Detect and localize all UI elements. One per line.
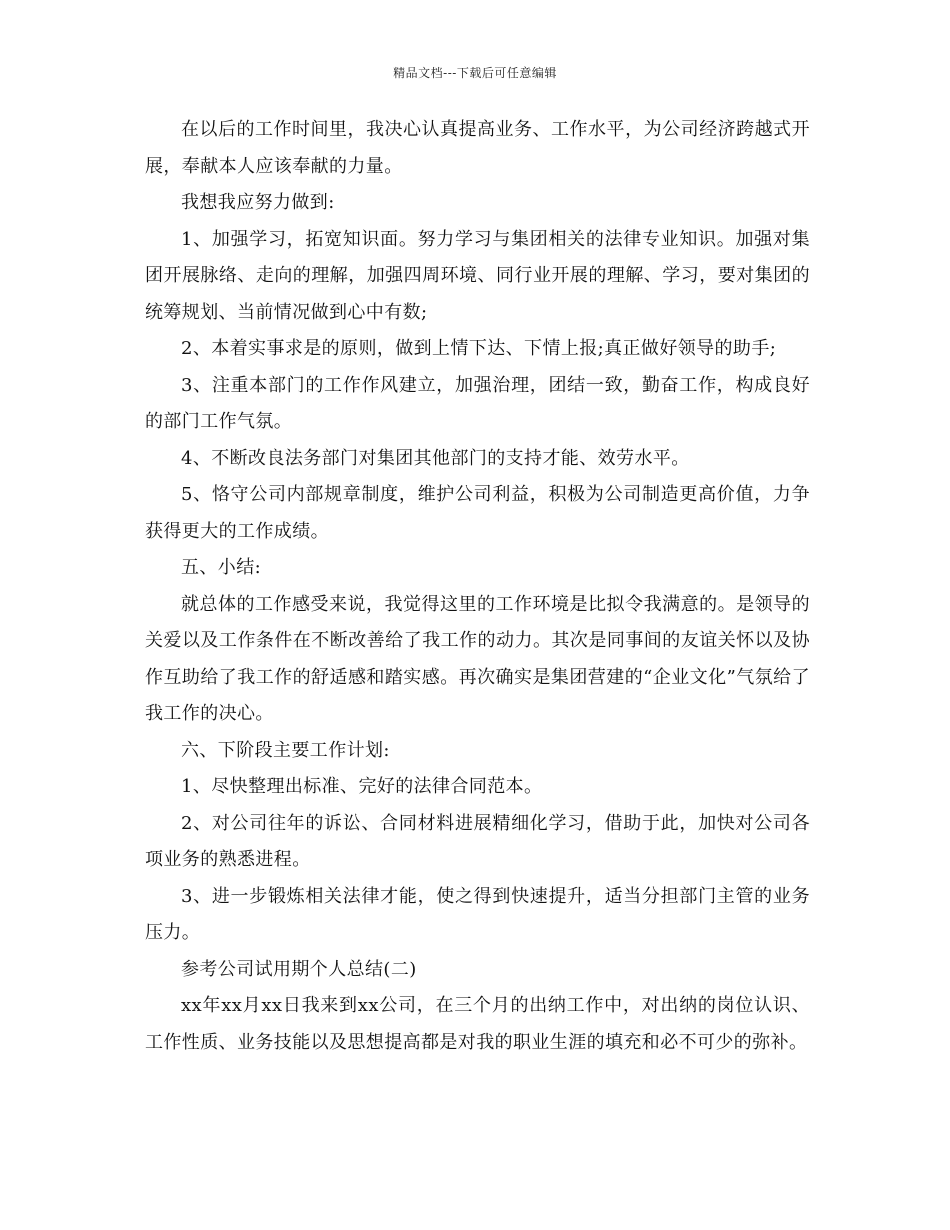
paragraph: xx年xx月xx日我来到xx公司，在三个月的出纳工作中，对出纳的岗位认识、工作性质、业务技能以及思想提高都是对我的职业生涯的填充和必不可少的弥补。 [145, 995, 810, 1053]
paragraph: 我想我应努力做到: [181, 192, 335, 213]
paragraph: 1、加强学习，拓宽知识面。努力学习与集团相关的法律专业知识。加强对集团开展脉络、走向的理解，加强四周环境、同行业开展的理解、学习，要对集团的统筹规划、当前情况做到心中有数; [145, 228, 810, 323]
paragraph: 3、注重本部门的工作作风建立，加强治理，团结一致，勤奋工作，构成良好的部门工作气氛。 [145, 374, 810, 432]
paragraph: 2、对公司往年的诉讼、合同材料进展精细化学习，借助于此，加快对公司各项业务的熟悉进程。 [145, 812, 810, 870]
paragraph: 在以后的工作时间里，我决心认真提高业务、工作水平，为公司经济跨越式开展，奉献本人应该奉献的力量。 [145, 119, 810, 177]
paragraph: 就总体的工作感受来说，我觉得这里的工作环境是比拟令我满意的。是领导的关爱以及工作条件在不断改善给了我工作的动力。其次是同事间的友谊关怀以及协作互助给了我工作的舒适感和踏实感。再次确实是集团营建的“企业文化”气氛给了我工作的决心。 [145, 593, 810, 724]
page-header: 精品文档---下载后可任意编辑 [393, 66, 557, 80]
paragraph: 2、本着实事求是的原则，做到上情下达、下情上报;真正做好领导的助手; [181, 338, 777, 359]
paragraph: 4、不断改良法务部门对集团其他部门的支持才能、效劳水平。 [181, 447, 690, 469]
paragraph: 1、尽快整理出标准、完好的法律合同范本。 [181, 776, 543, 797]
section-heading: 六、下阶段主要工作计划: [181, 739, 390, 761]
paragraph: 3、进一步锻炼相关法律才能，使之得到快速提升，适当分担部门主管的业务压力。 [145, 885, 810, 943]
section-heading: 五、小结: [181, 557, 262, 578]
document-body [145, 112, 810, 1061]
paragraph: 5、恪守公司内部规章制度，维护公司利益，积极为公司制造更高价值，力争获得更大的工作成绩。 [145, 484, 810, 542]
section-title: 参考公司试用期个人总结(二) [181, 958, 417, 980]
